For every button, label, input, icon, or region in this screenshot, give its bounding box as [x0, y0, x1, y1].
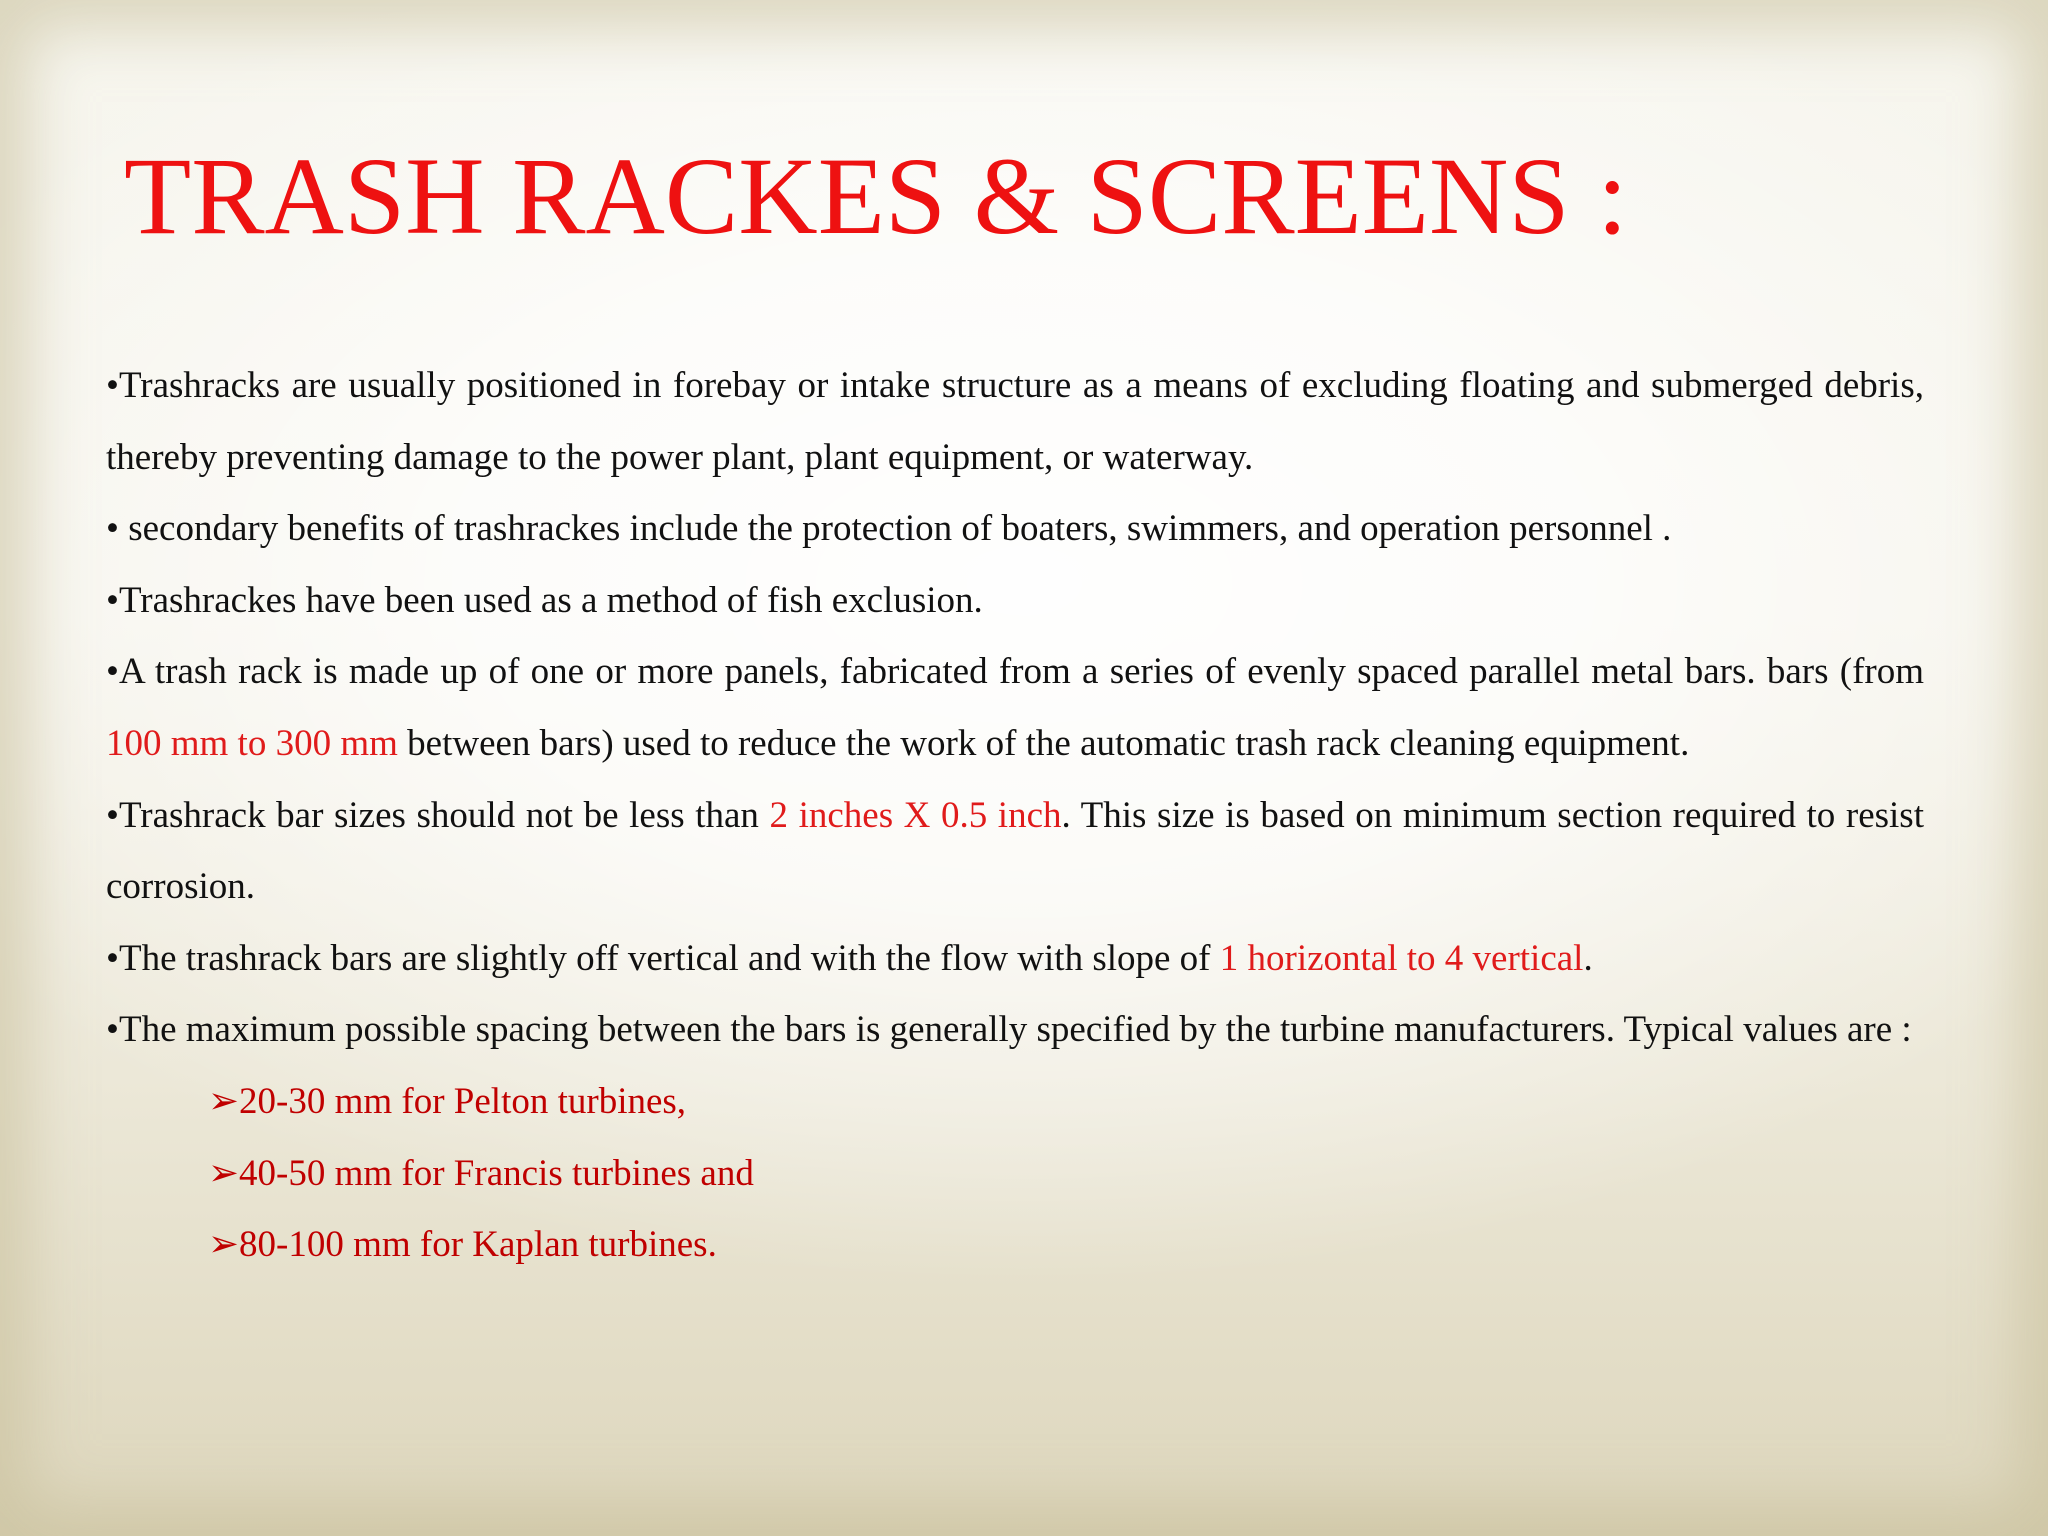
bullet-marker: • [106, 651, 119, 693]
bullet-fish-exclusion [106, 565, 1924, 637]
bullet-rack-construction [106, 636, 1924, 779]
bullet-text: The trashrack bars are slightly off vertical and with the flow with slope of [118, 937, 1220, 979]
bullet-marker: • [106, 794, 119, 836]
list-item-text: 80-100 mm for Kaplan turbines. [239, 1224, 717, 1266]
bullet-text: Trashracks are usually positioned in forebay or intake structure as a means of excluding floating and submerged debris, thereby preventing damage to the power plant, plant equipment, or waterway. [106, 365, 1924, 478]
bullet-text: The maximum possible spacing between the bars is generally specified by the turbine manufacturers. Typical values are : [118, 1009, 1912, 1051]
bullet-marker: • [106, 1009, 119, 1051]
slide-title: TRASH RACKES & SCREENS : [124, 135, 1628, 257]
bullet-text: . [1583, 937, 1593, 979]
list-item-francis [208, 1138, 1924, 1210]
arrow-bullet-icon: ➢ [208, 1080, 240, 1122]
bullet-marker: • [106, 937, 119, 979]
bullet-bar-slope [106, 923, 1924, 995]
bullet-trashrack-position [106, 350, 1924, 493]
bullet-text: secondary benefits of trashrackes include the protection of boaters, swimmers, and operation personnel . [118, 508, 1672, 550]
arrow-bullet-icon: ➢ [208, 1152, 240, 1194]
slide-body [106, 350, 1924, 1281]
list-item-kaplan [208, 1209, 1924, 1281]
list-item-text: 40-50 mm for Francis turbines and [239, 1152, 754, 1194]
bullet-text: Trashrack bar sizes should not be less than [118, 794, 770, 836]
highlight-slope: 1 horizontal to 4 vertical [1219, 937, 1584, 979]
bullet-text: between bars) used to reduce the work of the automatic trash rack cleaning equipment. [397, 722, 1690, 764]
bullet-text: A trash rack is made up of one or more panels, fabricated from a series of evenly spaced parallel metal bars. bars (from [118, 651, 1924, 693]
arrow-bullet-icon: ➢ [208, 1224, 240, 1266]
highlight-bar-spacing: 100 mm to 300 mm [106, 722, 398, 764]
highlight-bar-size: 2 inches X 0.5 inch [769, 794, 1062, 836]
bullet-text: Trashrackes have been used as a method of fish exclusion. [118, 579, 983, 621]
list-item-pelton [208, 1066, 1924, 1138]
bullet-marker: • [106, 365, 119, 406]
bullet-marker: • [106, 508, 119, 550]
bullet-max-spacing [106, 994, 1924, 1066]
bullet-marker: • [106, 579, 119, 621]
spacing-values-list [106, 1066, 1924, 1281]
bullet-secondary-benefits [106, 493, 1924, 565]
bullet-text: . This size is based on minimum section required to resist corrosion. [106, 794, 1924, 908]
list-item-text: 20-30 mm for Pelton turbines, [239, 1080, 687, 1122]
bullet-bar-sizes [106, 780, 1924, 923]
